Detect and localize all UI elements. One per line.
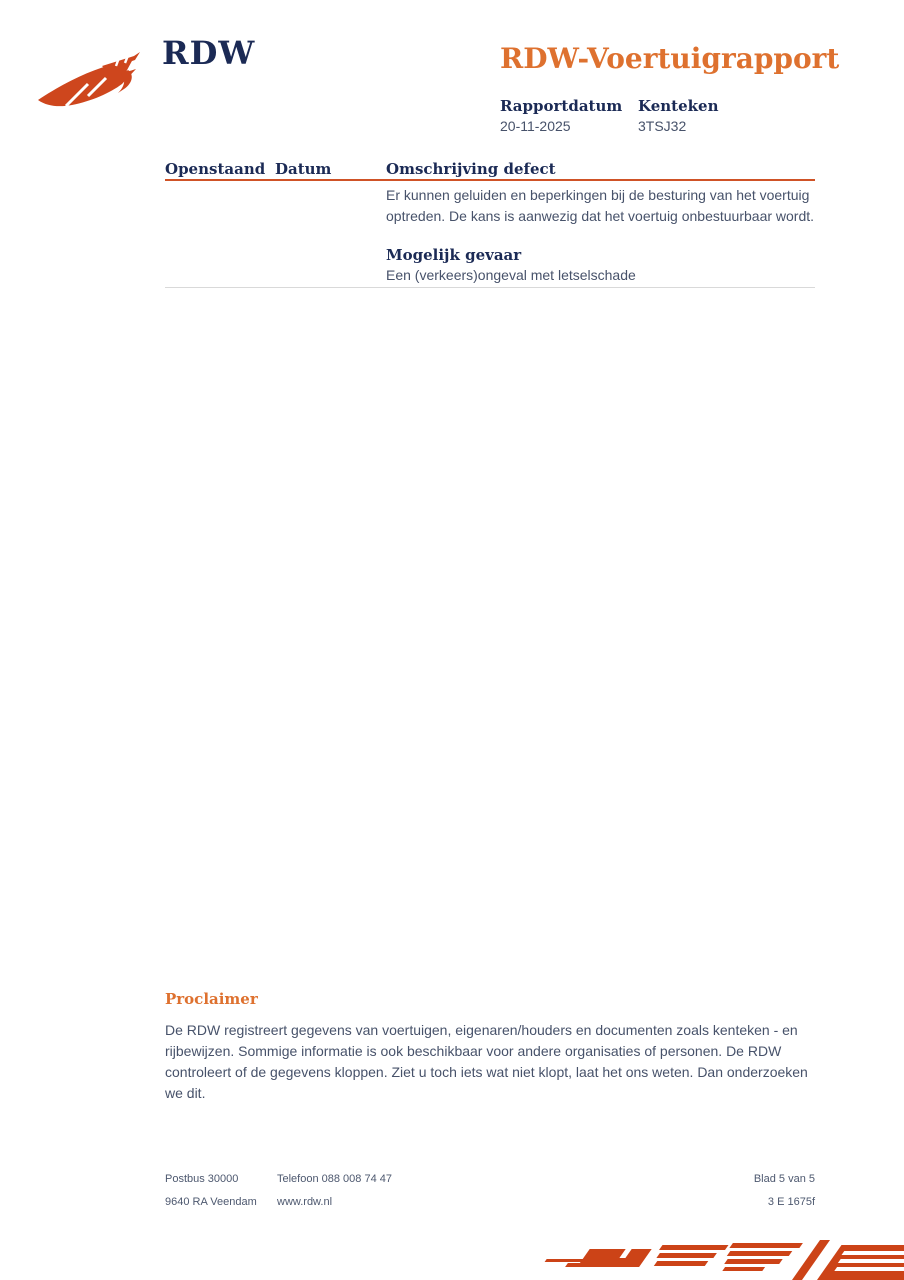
footer-city: 9640 RA Veendam (165, 1196, 257, 1208)
speed-stripes-graphic (518, 1240, 904, 1280)
footer-page-number: Blad 5 van 5 (753, 1173, 815, 1185)
column-header-openstaand: Openstaand (165, 160, 266, 178)
rapportdatum-label: Rapportdatum (500, 97, 623, 115)
proclaimer-heading: Proclaimer (165, 990, 258, 1008)
rdw-logo-feather-icon (36, 50, 148, 118)
rapportdatum-value: 20-11-2025 (500, 118, 571, 134)
footer-website: www.rdw.nl (277, 1196, 333, 1208)
column-header-omschrijving-defect: Omschrijving defect (386, 160, 556, 178)
kenteken-value: 3TSJ32 (638, 118, 687, 134)
page-title: RDW-Voertuigrapport (500, 42, 840, 75)
footer-doc-code: 3 E 1675f (767, 1196, 815, 1208)
proclaimer-text: De RDW registreert gegevens van voertuigen, eigenaren/houders en documenten zoals kenteken - en rijbewijzen. Sommige informatie is ook beschikbaar voor andere organisaties of personen. De RDW controleert of de gegevens kloppen. Ziet u toch iets wat niet klopt, laat het ons weten. Dan onderzoeken we dit. (165, 1022, 808, 1101)
column-header-datum: Datum (275, 160, 332, 178)
defect-description: Er kunnen geluiden en beperkingen bij de besturing van het voertuig optreden. De kans is aanwezig dat het voertuig onbestuurbaar wordt. (386, 187, 815, 224)
row-divider (165, 287, 815, 288)
mogelijk-gevaar-text: Een (verkeers)ongeval met letselschade (386, 267, 636, 283)
table-header-rule (165, 179, 815, 181)
footer-postbus: Postbus 30000 (165, 1173, 239, 1185)
footer-phone: Telefoon 088 008 74 47 (277, 1173, 392, 1185)
rdw-logo-text: RDW (162, 34, 256, 72)
kenteken-label: Kenteken (638, 97, 719, 115)
mogelijk-gevaar-label: Mogelijk gevaar (386, 246, 522, 264)
